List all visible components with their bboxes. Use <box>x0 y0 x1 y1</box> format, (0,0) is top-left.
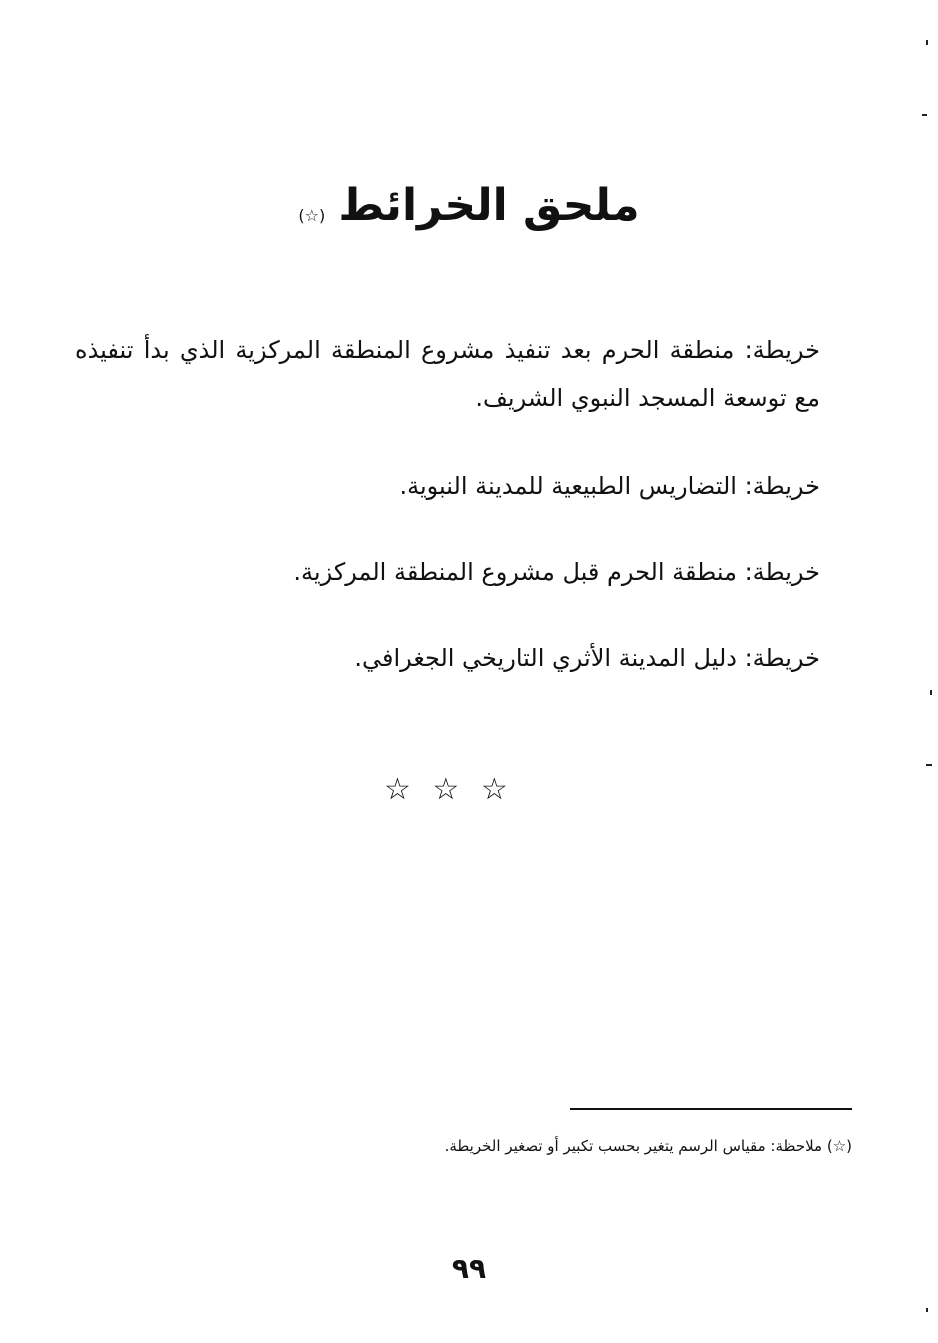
star-separator: ☆ ☆ ☆ <box>384 772 514 807</box>
page-title <box>0 180 938 231</box>
map-entry-2: خريطة: التضاريس الطبيعية للمدينة النبوية. <box>399 472 820 500</box>
scan-mark-upper <box>922 114 927 116</box>
map-entry-1: خريطة: منطقة الحرم بعد تنفيذ مشروع المنطقة المركزية الذي بدأ تنفيذه مع توسعة المسجد النبوي الشريف. <box>75 336 820 412</box>
page-number: ٩٩ <box>451 1252 487 1285</box>
map-entry-4: خريطة: دليل المدينة الأثري التاريخي الجغرافي. <box>354 644 820 672</box>
map-entry-3: خريطة: منطقة الحرم قبل مشروع المنطقة المركزية. <box>293 558 820 586</box>
footnote: (☆) ملاحظة: مقياس الرسم يتغير بحسب تكبير أو تصغير الخريطة. <box>444 1137 852 1155</box>
scan-mark-top <box>926 40 928 45</box>
footnote-divider <box>570 1108 852 1110</box>
scan-mark-bottom <box>926 1308 928 1312</box>
scan-mark-middle <box>930 690 932 695</box>
scan-mark-lower <box>926 764 932 766</box>
title-text: ملحق الخرائط <box>338 180 640 231</box>
title-footnote-mark: (☆) <box>298 206 326 225</box>
